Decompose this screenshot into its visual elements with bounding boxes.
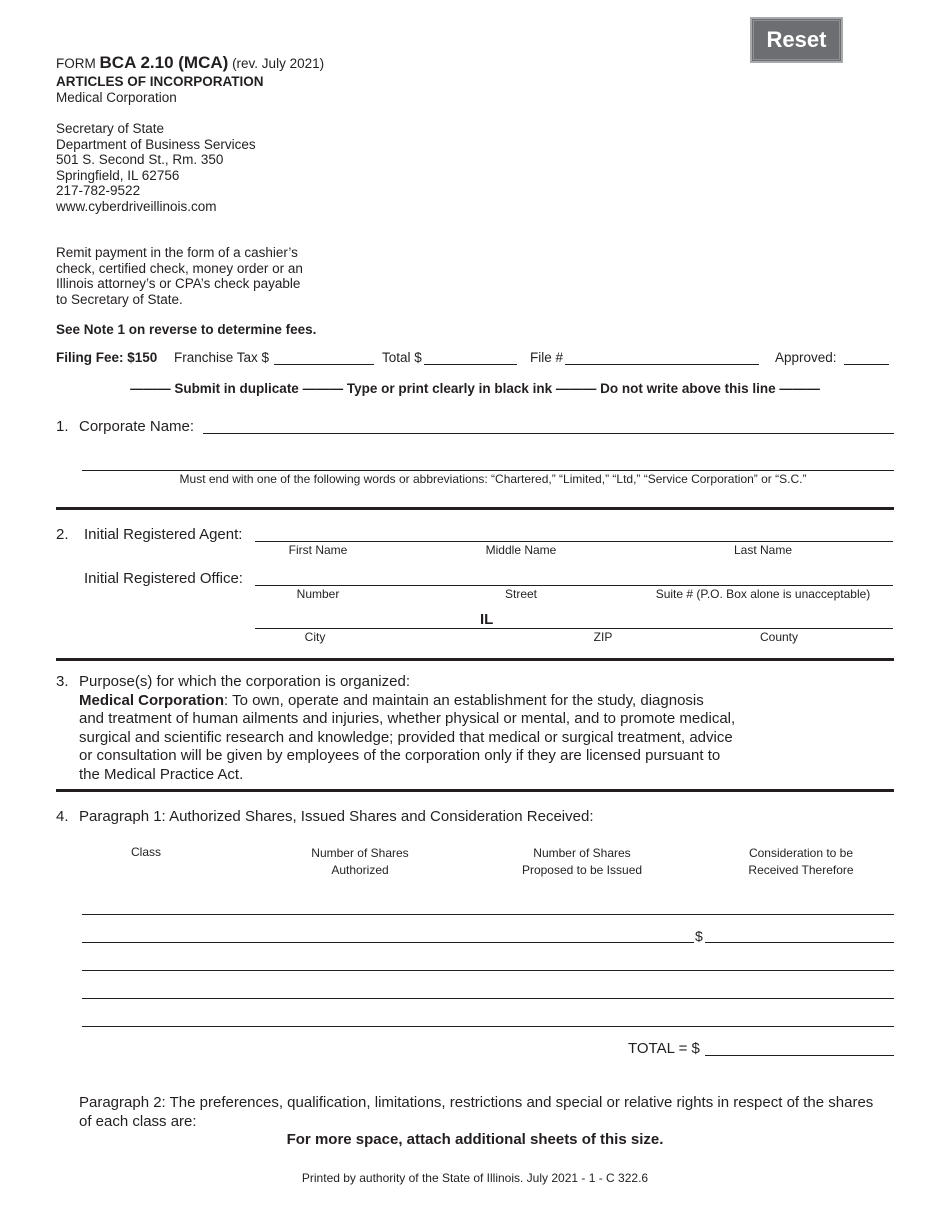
shares-row-input[interactable] [84, 982, 892, 997]
registered-agent-input[interactable] [257, 525, 891, 540]
consideration-dollar: $ [695, 928, 703, 944]
registered-office-input[interactable] [257, 569, 891, 584]
col-consideration [716, 845, 886, 879]
shares-row-input[interactable] [84, 926, 690, 941]
remit-line: to Secretary of State. [56, 291, 183, 307]
form-revision: (rev. July 2021) [232, 56, 325, 71]
shares-row-input[interactable] [84, 1010, 892, 1025]
county-input[interactable] [700, 612, 890, 627]
shares-row-line [82, 970, 894, 971]
file-number-input[interactable] [567, 349, 757, 364]
paragraph-2-line: Paragraph 2: The preferences, qualification, limitations, restrictions and special or relative rights in respect of the shares [79, 1094, 874, 1111]
zip-input[interactable] [540, 612, 670, 627]
form-prefix: FORM [56, 56, 96, 71]
purpose-line: and treatment of human ailments and injuries, whether physical or mental, and to promote medical, [79, 710, 736, 727]
section-4-number: 4. [56, 808, 69, 825]
col-authorized [280, 845, 440, 879]
section-3-number: 3. [56, 673, 69, 690]
address-line: 501 S. Second St., Rm. 350 [56, 152, 224, 167]
approved-label: Approved: [775, 350, 837, 365]
section-divider [56, 658, 894, 661]
registered-office-line [255, 585, 893, 586]
form-number: BCA 2.10 (MCA) [99, 53, 229, 72]
approved-line [844, 364, 889, 365]
purpose-text: : To own, operate and maintain an establishment for the study, diagnosis [224, 691, 704, 709]
shares-row-line [82, 1026, 894, 1027]
form-title [56, 55, 324, 72]
county-caption: County [759, 630, 799, 644]
col-authorized-line: Number of Shares [311, 846, 409, 860]
col-authorized-line: Authorized [331, 863, 389, 877]
col-issued-line: Proposed to be Issued [521, 863, 643, 877]
section-2-number: 2. [56, 526, 69, 543]
remit-block [56, 245, 303, 307]
zip-caption: ZIP [593, 630, 613, 644]
city-line [255, 628, 893, 629]
total-label: Total $ [382, 350, 422, 365]
city-caption: City [304, 630, 326, 644]
address-line: Secretary of State [56, 121, 165, 136]
remit-line: check, certified check, money order or an [56, 260, 303, 276]
file-number-label: File # [530, 350, 564, 365]
shares-row-input[interactable] [84, 954, 892, 969]
col-issued-line: Number of Shares [533, 846, 631, 860]
paragraph-2 [79, 1094, 873, 1131]
suite-caption: Suite # (P.O. Box alone is unacceptable) [655, 587, 871, 601]
address-block [56, 121, 256, 214]
state-value: IL [480, 611, 494, 628]
number-caption: Number [296, 587, 340, 601]
col-consideration-line: Consideration to be [748, 846, 854, 860]
first-name-caption: First Name [288, 543, 348, 557]
more-space-note: For more space, attach additional sheets of this size. [286, 1131, 664, 1148]
shares-row-line [82, 914, 894, 915]
paragraph-2-line: of each class are: [79, 1112, 197, 1130]
shares-row-line [82, 942, 694, 943]
total-consideration-line [705, 1055, 894, 1056]
last-name-caption: Last Name [733, 543, 793, 557]
purpose-block [79, 673, 735, 784]
city-input[interactable] [257, 612, 467, 627]
corporate-name-line-2 [82, 470, 894, 471]
col-consideration-line: Received Therefore [748, 863, 854, 877]
corporate-name-hint: Must end with one of the following words or abbreviations: “Chartered,” “Limited,” “Ltd,” “Service Corporation” or “S.C.” [179, 472, 807, 486]
purpose-line [79, 692, 735, 711]
reset-button[interactable]: Reset [750, 17, 843, 63]
consideration-input[interactable] [708, 926, 892, 941]
form-subtitle: Medical Corporation [56, 90, 177, 105]
registered-office-label: Initial Registered Office: [84, 570, 243, 587]
franchise-tax-label: Franchise Tax $ [174, 350, 270, 365]
col-class: Class [130, 845, 161, 859]
franchise-tax-input[interactable] [276, 349, 372, 364]
shares-row-input[interactable] [84, 898, 892, 913]
address-line: 217-782-9522 [56, 183, 141, 198]
col-issued [497, 845, 667, 879]
corporate-name-line [203, 433, 894, 434]
corporate-name-input[interactable] [206, 417, 892, 432]
section-divider [56, 789, 894, 792]
street-caption: Street [504, 587, 537, 601]
address-line: Springfield, IL 62756 [56, 167, 180, 183]
registered-agent-line [255, 541, 893, 542]
middle-name-caption: Middle Name [485, 543, 557, 557]
file-number-line [565, 364, 759, 365]
purpose-lead: Medical Corporation [79, 691, 225, 709]
address-line: www.cyberdriveillinois.com [56, 198, 217, 214]
footer: Printed by authority of the State of Illinois. July 2021 - 1 - C 322.6 [301, 1171, 649, 1185]
purpose-line: or consultation will be given by employees of the corporation only if they are licensed pursuant to [79, 747, 721, 764]
total-shares-label: TOTAL = $ [628, 1040, 700, 1057]
registered-agent-label: Initial Registered Agent: [84, 526, 243, 543]
corporate-name-input-2[interactable] [84, 454, 892, 469]
remit-line: Illinois attorney’s or CPA’s check payable [56, 276, 301, 291]
purpose-line: surgical and scientific research and knowledge; provided that medical or surgical treatment, advice [79, 728, 733, 746]
purpose-line: the Medical Practice Act. [79, 765, 244, 783]
form-heading: ARTICLES OF INCORPORATION [56, 74, 264, 89]
shares-row-line [82, 998, 894, 999]
fee-note: See Note 1 on reverse to determine fees. [56, 322, 317, 337]
section-1-number: 1. [56, 418, 69, 435]
remit-line: Remit payment in the form of a cashier’s [56, 245, 298, 260]
total-line [424, 364, 517, 365]
section-divider [56, 507, 894, 510]
total-consideration-input[interactable] [708, 1039, 892, 1054]
consideration-line [705, 942, 894, 943]
corporate-name-label: Corporate Name: [79, 418, 195, 435]
filing-fee: Filing Fee: $150 [56, 350, 158, 365]
total-input[interactable] [426, 349, 515, 364]
approved-input[interactable] [845, 349, 888, 364]
address-line: Department of Business Services [56, 136, 256, 152]
instructions-banner: ——— Submit in duplicate ——— Type or print clearly in black ink ——— Do not write above this line ——— [130, 381, 820, 396]
shares-label: Paragraph 1: Authorized Shares, Issued Shares and Consideration Received: [79, 808, 594, 825]
franchise-tax-line [274, 364, 374, 365]
purpose-label: Purpose(s) for which the corporation is organized: [79, 673, 410, 690]
